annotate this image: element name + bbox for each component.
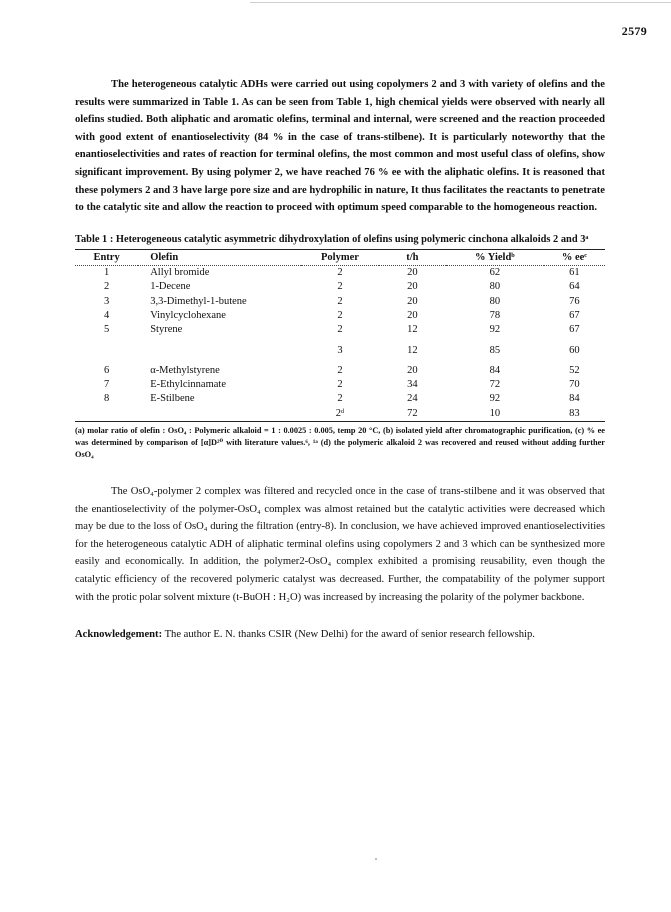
cell-olefin: Styrene [150,324,183,336]
cell-polymer: 2 [337,267,343,279]
cell-yield: 80 [489,281,501,293]
cell-yield: 80 [489,295,501,307]
paragraph-recycling: The OsO₄-polymer 2 complex was filtered and recycled once in the case of trans-stilbene and it was observed that the enantioselectivity of the polymer-OsO₄ complex was almost retained but the catalytic activities were decreased which may be due to the loss of OsO₄ during the filtration (entry-8). In conclusion, we have achieved improved enantioselectivities for the heterogeneous catalytic ADH of aliphatic terminal olefins using copolymers 2 and 3 which can be synthesized more easily and economically. In addition, the polymer2-OsO₄ complex exhibited a promising reusability, even though the catalytic efficiency of the recovered polymeric catalyst was decreased. Further, the compatability of the polymer support with the protic polar solvent mixture (t-BuOH : H₂O) was increased by increasing the polarity of the polymer backbone. [75,486,605,603]
cell-ee: 64 [569,281,580,293]
header-polymer: Polymer [301,249,378,265]
cell-olefin: Vinylcyclohexane [150,309,226,321]
table-header-row [75,249,605,265]
cell-yield: 85 [489,344,501,356]
cell-time: 20 [407,309,418,321]
cell-time: 20 [407,364,418,376]
cell-entry: 4 [103,309,110,321]
table-row [75,392,605,406]
cell-entry [75,338,138,358]
cell-yield: 78 [489,309,501,321]
cell-time: 20 [407,281,418,293]
cell-olefin: Allyl bromide [150,267,210,279]
table-row [75,407,605,422]
cell-entry: 5 [103,324,110,336]
table-row [75,338,605,358]
cell-ee: 76 [569,295,580,307]
cell-polymer: 3 [337,344,343,356]
header-entry: Entry [75,249,138,265]
cell-ee: 83 [544,407,605,422]
cell-time: 12 [407,324,418,336]
table-row [75,280,605,294]
table-footnote: (a) molar ratio of olefin : OsO₄ : Polymeric alkaloid = 1 : 0.0025 : 0.005, temp 20 °C, (b) isolated yield after chromatographic purification, (c) % ee was determined by comparison of [α]D²⁰ with literature values.⁶, ¹ᵃ (d) the polymeric alkaloid 2 was recovered and reused without adding further OsO₄ [75,426,605,460]
acknowledgement-text: The author E. N. thanks CSIR (New Delhi) for the award of senior research fellowship. [164,629,535,641]
page-number: 2579 [621,24,647,38]
cell-ee: 61 [569,267,580,279]
table-row [75,309,605,323]
cell-entry: 1 [103,267,110,279]
cell-entry: 2 [103,281,110,293]
cell-polymer: 2 [337,309,343,321]
header-ee: % eeᶜ [544,249,605,265]
cell-ee: 52 [569,364,580,376]
cell-yield: 84 [489,364,501,376]
page-body [75,76,605,644]
results-table [75,249,605,422]
scan-speck [375,858,377,860]
cell-olefin: E-Stilbene [150,393,195,405]
cell-olefin: α-Methylstyrene [150,364,220,376]
cell-polymer: 2 [337,379,343,391]
cell-ee: 70 [569,379,580,391]
cell-polymer: 2ᵈ [301,407,378,422]
cell-olefin [138,338,301,358]
cell-yield: 10 [446,407,544,422]
cell-time: 20 [407,267,418,279]
table-caption: Table 1 : Heterogeneous catalytic asymmetric dihydroxylation of olefins using polymeric cinchona alkaloids 2 and 3ᵃ [75,233,589,245]
header-olefin: Olefin [138,249,301,265]
cell-olefin: 1-Decene [150,281,191,293]
table-row [75,358,605,378]
cell-polymer: 2 [337,393,343,405]
cell-time: 34 [407,379,418,391]
cell-yield: 72 [489,379,501,391]
acknowledgement-heading: Acknowledgement: [75,629,163,641]
cell-entry: 8 [103,393,110,405]
cell-time: 20 [407,295,418,307]
cell-ee: 60 [569,344,580,356]
cell-entry: 6 [103,364,110,376]
cell-ee: 67 [569,324,580,336]
acknowledgement [75,626,605,644]
cell-olefin: 3,3-Dimethyl-1-butene [150,295,247,307]
cell-time: 24 [407,393,418,405]
header-rule [250,2,671,3]
table-row [75,295,605,309]
cell-entry [75,407,138,422]
table-row [75,378,605,392]
cell-olefin: E-Ethylcinnamate [150,379,226,391]
header-yield: % Yieldᵇ [446,249,544,265]
cell-yield: 92 [489,393,501,405]
cell-polymer: 2 [337,281,343,293]
cell-time: 12 [407,344,418,356]
cell-polymer: 2 [337,324,343,336]
cell-ee: 84 [569,393,580,405]
cell-entry: 3 [103,295,110,307]
cell-olefin [138,407,301,422]
cell-yield: 92 [489,324,501,336]
cell-entry: 7 [103,379,110,391]
header-time: t/h [379,249,446,265]
cell-ee: 67 [569,309,580,321]
table-row [75,266,605,281]
paragraph-results: The heterogeneous catalytic ADHs were carried out using copolymers 2 and 3 with variety of olefins and the results were summarized in Table 1. As can be seen from Table 1, high chemical yields were observed with nearly all olefins studied. Both aliphatic and aromatic olefins, terminal and internal, were screened and the reaction proceeded with good extent of enantioselectivity (84 % in the case of trans-stilbene). It is particularly noteworthy that the enantioselectivities and rates of reaction for terminal olefins, the most common and most useful class of olefins, show significant improvement. By using polymer 2, we have reached 76 % ee with the aliphatic olefins. It is reasoned that these polymers 2 and 3 have large pore size and are hydrophilic in nature, It thus facilitates the reactants to penetrate to the catalytic site and allow the reaction to proceed with optimum speed comparable to the homogeneous reaction. [75,79,605,214]
cell-polymer: 2 [337,364,343,376]
cell-polymer: 2 [337,295,343,307]
cell-yield: 62 [489,267,501,279]
table-row [75,323,605,337]
cell-time: 72 [379,407,446,422]
